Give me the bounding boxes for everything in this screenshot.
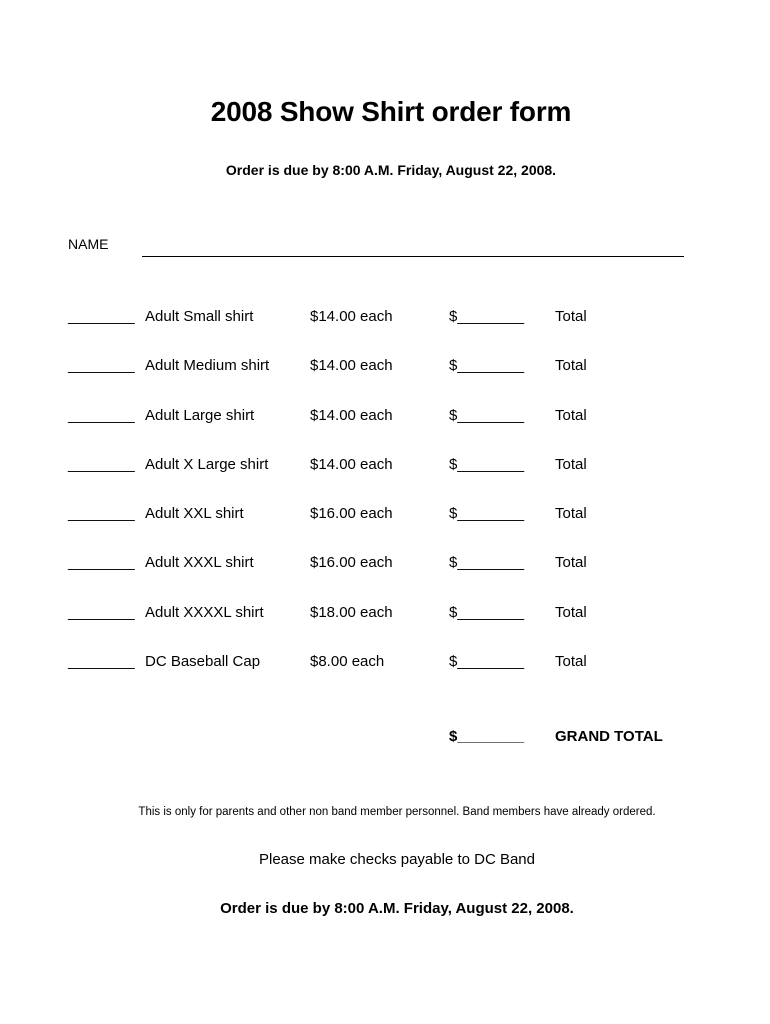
order-rows (0, 308, 770, 702)
grand-total-amount-blank[interactable]: $________ (449, 728, 525, 745)
item-name: Adult XXL shirt (145, 505, 244, 523)
total-label: Total (555, 505, 587, 523)
grand-total-label: GRAND TOTAL (555, 728, 663, 745)
quantity-blank[interactable]: ________ (68, 505, 135, 523)
order-row-adult-large (0, 407, 770, 456)
item-price: $16.00 each (310, 505, 393, 523)
order-row-adult-xxxxl (0, 604, 770, 653)
item-price: $16.00 each (310, 554, 393, 572)
order-row-baseball-cap (0, 653, 770, 702)
order-row-adult-medium (0, 357, 770, 406)
order-row-adult-xxl (0, 505, 770, 554)
item-name: Adult XXXXL shirt (145, 603, 264, 621)
amount-blank[interactable]: $________ (449, 554, 525, 572)
amount-blank[interactable]: $________ (449, 653, 525, 671)
item-name: DC Baseball Cap (145, 653, 261, 671)
total-label: Total (555, 603, 587, 621)
item-price: $14.00 each (310, 308, 393, 325)
parents-only-note: This is only for parents and other non band member personnel. Band members have already ordered. (138, 806, 656, 818)
amount-blank[interactable]: $________ (449, 455, 525, 473)
total-label: Total (555, 653, 587, 671)
order-row-adult-xxxl (0, 554, 770, 603)
order-row-adult-small (0, 308, 770, 357)
amount-blank[interactable]: $________ (449, 505, 525, 523)
amount-blank[interactable]: $________ (449, 406, 525, 424)
total-label: Total (555, 406, 587, 424)
item-name: Adult X Large shirt (145, 455, 269, 473)
name-field-line[interactable] (142, 256, 684, 257)
name-label: NAME (68, 236, 109, 252)
item-price: $14.00 each (310, 406, 393, 424)
amount-blank[interactable]: $________ (449, 308, 525, 325)
amount-blank[interactable]: $________ (449, 357, 525, 375)
quantity-blank[interactable]: ________ (68, 357, 135, 375)
item-name: Adult Small shirt (145, 308, 254, 325)
page-title: 2008 Show Shirt order form (210, 96, 572, 127)
total-label: Total (555, 554, 587, 572)
order-row-adult-x-large (0, 456, 770, 505)
quantity-blank[interactable]: ________ (68, 455, 135, 473)
quantity-blank[interactable]: ________ (68, 308, 135, 325)
item-name: Adult Large shirt (145, 406, 255, 424)
item-price: $14.00 each (310, 455, 393, 473)
item-name: Adult XXXL shirt (145, 554, 254, 572)
item-price: $18.00 each (310, 603, 393, 621)
due-date-notice-top: Order is due by 8:00 A.M. Friday, August 22, 2008. (225, 162, 557, 178)
quantity-blank[interactable]: ________ (68, 653, 135, 671)
total-label: Total (555, 308, 587, 325)
quantity-blank[interactable]: ________ (68, 603, 135, 621)
item-price: $8.00 each (310, 653, 385, 671)
checks-payable-note: Please make checks payable to DC Band (259, 851, 535, 868)
due-date-notice-bottom: Order is due by 8:00 A.M. Friday, August 22, 2008. (220, 900, 574, 917)
quantity-blank[interactable]: ________ (68, 406, 135, 424)
total-label: Total (555, 455, 587, 473)
item-price: $14.00 each (310, 357, 393, 375)
total-label: Total (555, 357, 587, 375)
quantity-blank[interactable]: ________ (68, 554, 135, 572)
amount-blank[interactable]: $________ (449, 603, 525, 621)
item-name: Adult Medium shirt (145, 357, 270, 375)
